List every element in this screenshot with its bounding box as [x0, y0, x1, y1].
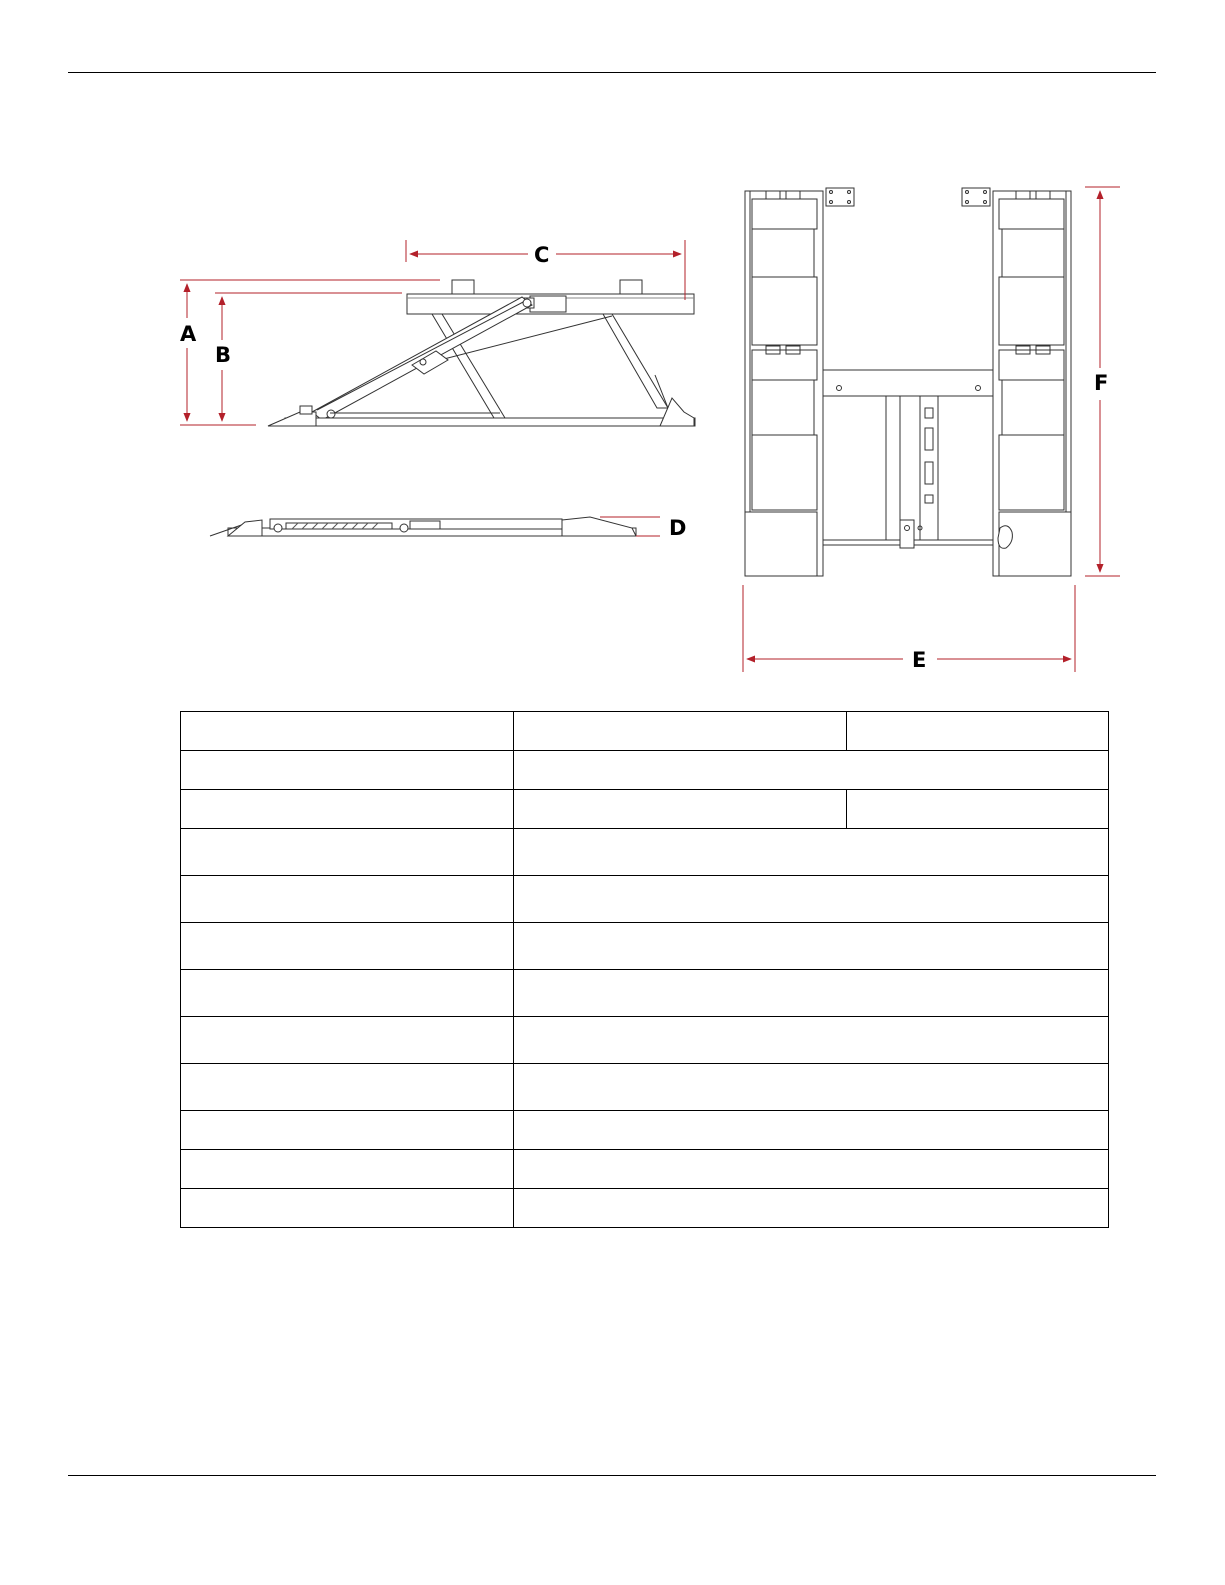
specification-table [180, 711, 1109, 1228]
table-row [181, 1150, 1109, 1189]
table-cell [514, 751, 1109, 790]
dimension-label-b: B [215, 343, 232, 367]
table-row [181, 1111, 1109, 1150]
table-cell [181, 712, 514, 751]
dimension-label-e: E [912, 648, 927, 672]
table-cell [514, 1189, 1109, 1228]
table-cell [514, 1064, 1109, 1111]
table-row [181, 751, 1109, 790]
dimension-label-a: A [180, 322, 197, 346]
top-view [745, 188, 1071, 576]
table-cell [514, 829, 1109, 876]
table-cell [181, 923, 514, 970]
dimension-lines [180, 187, 1120, 672]
table-row [181, 712, 1109, 751]
table-cell [847, 712, 1109, 751]
dimension-label-f: F [1094, 371, 1109, 395]
side-view-collapsed [210, 517, 636, 536]
table-row [181, 1017, 1109, 1064]
lift-dimension-drawing [0, 0, 1225, 700]
table-cell [514, 1017, 1109, 1064]
table-cell [181, 876, 514, 923]
side-view-raised [268, 280, 695, 426]
dimension-label-d: D [669, 516, 687, 540]
table-row [181, 1189, 1109, 1228]
table-row [181, 923, 1109, 970]
table-cell [181, 1189, 514, 1228]
table-cell [847, 790, 1109, 829]
table-cell [514, 790, 847, 829]
table-cell [181, 829, 514, 876]
table-row [181, 829, 1109, 876]
table-cell [181, 1064, 514, 1111]
table-cell [514, 923, 1109, 970]
table-cell [514, 876, 1109, 923]
table-cell [181, 1111, 514, 1150]
table-row [181, 876, 1109, 923]
table-cell [181, 790, 514, 829]
table-cell [181, 1017, 514, 1064]
table-row [181, 970, 1109, 1017]
table-cell [181, 970, 514, 1017]
table-cell [181, 751, 514, 790]
dimension-label-c: C [534, 243, 550, 267]
table-row [181, 790, 1109, 829]
table-cell [514, 970, 1109, 1017]
table-cell [514, 1150, 1109, 1189]
table-cell [181, 1150, 514, 1189]
table-row [181, 1064, 1109, 1111]
footer-rule [68, 1475, 1156, 1476]
table-cell [514, 712, 847, 751]
table-cell [514, 1111, 1109, 1150]
